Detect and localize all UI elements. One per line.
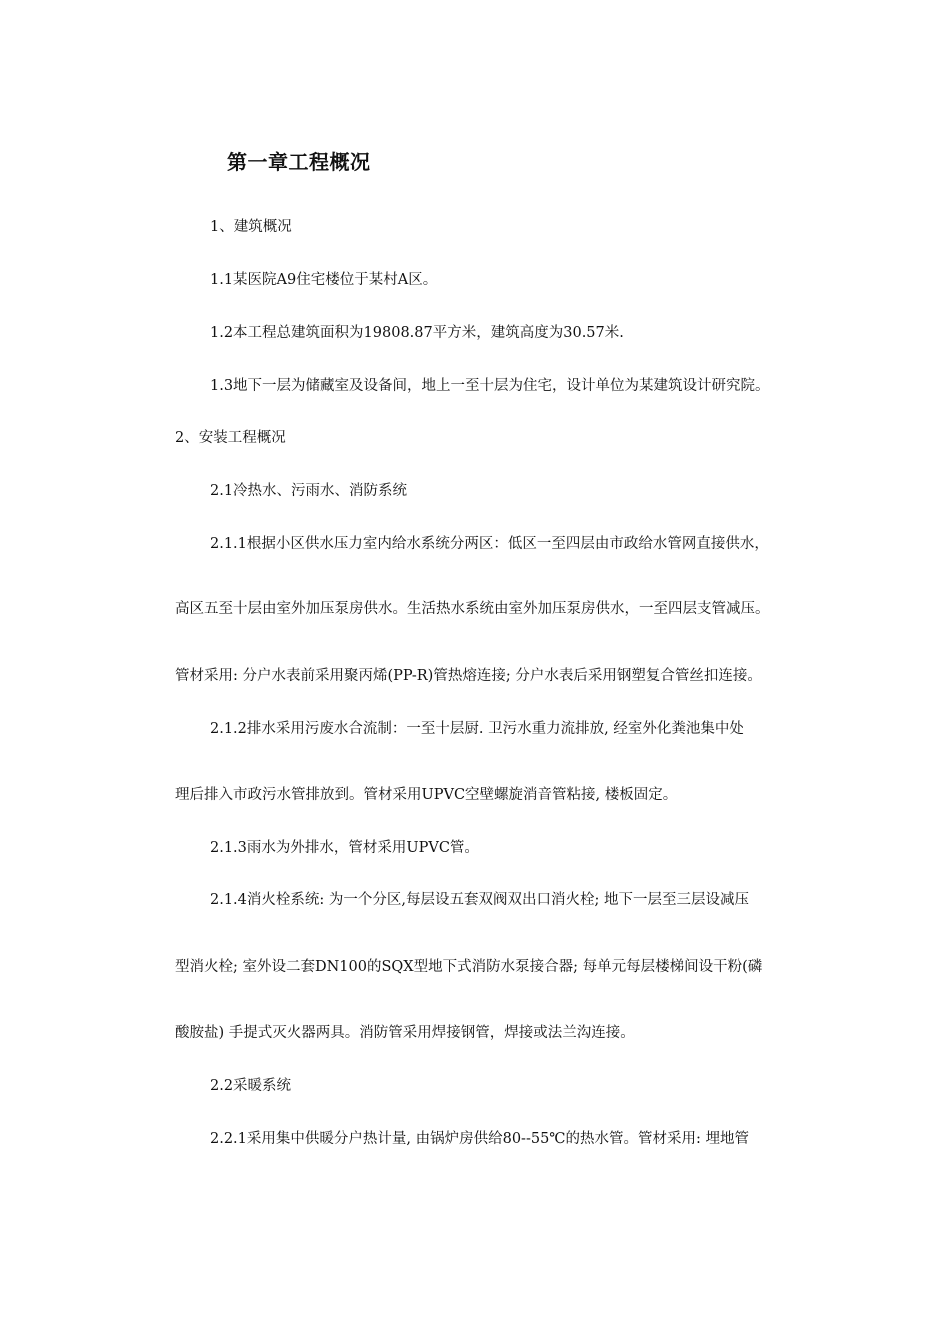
section-heading-installation: 2、安装工程概况 bbox=[175, 430, 286, 446]
paragraph-2-1-1-line1: 2.1.1根据小区供水压力室内给水系统分两区：低区一至四层由市政给水管网直接供水， bbox=[210, 536, 769, 552]
paragraph-1-3: 1.3地下一层为储藏室及设备间，地上一至十层为住宅，设计单位为某建筑设计研究院。 bbox=[210, 378, 770, 394]
paragraph-2-1-1-line2: 高区五至十层由室外加压泵房供水。生活热水系统由室外加压泵房供水，一至四层支管减压。 bbox=[175, 601, 770, 617]
paragraph-2-1-3: 2.1.3雨水为外排水，管材采用UPVC管。 bbox=[210, 840, 479, 856]
paragraph-2-1-1-line3: 管材采用: 分户水表前采用聚丙烯(PP-R)管热熔连接; 分户水表后采用钢塑复合管丝扣连接。 bbox=[175, 668, 762, 684]
paragraph-2-2-1-line1: 2.2.1采用集中供暖分户热计量, 由锅炉房供给80--55℃的热水管。管材采用: 埋地管 bbox=[210, 1131, 750, 1147]
paragraph-1-2: 1.2本工程总建筑面积为19808.87平方米，建筑高度为30.57米. bbox=[210, 325, 624, 341]
paragraph-2-1-2-line1: 2.1.2排水采用污废水合流制：一至十层厨. 卫污水重力流排放, 经室外化粪池集中处 bbox=[210, 721, 744, 737]
subsection-heading-2-2: 2.2采暖系统 bbox=[210, 1078, 292, 1094]
paragraph-2-1-4-line2: 型消火栓; 室外设二套DN100的SQX型地下式消防水泵接合器; 每单元每层楼梯间设干粉(磷 bbox=[175, 959, 763, 975]
paragraph-1-1: 1.1某医院A9住宅楼位于某村A区。 bbox=[210, 272, 438, 288]
subsection-heading-2-1: 2.1冷热水、污雨水、消防系统 bbox=[210, 483, 408, 499]
paragraph-2-1-4-line3: 酸胺盐) 手提式灭火器两具。消防管采用焊接钢管，焊接或法兰沟连接。 bbox=[175, 1025, 635, 1041]
paragraph-2-1-4-line1: 2.1.4消火栓系统: 为一个分区,每层设五套双阀双出口消火栓; 地下一层至三层设减压 bbox=[210, 892, 749, 908]
chapter-title: 第一章工程概况 bbox=[227, 150, 371, 174]
section-heading-building: 1、建筑概况 bbox=[210, 219, 292, 235]
paragraph-2-1-2-line2: 理后排入市政污水管排放到。管材采用UPVC空壁螺旋消音管粘接, 楼板固定。 bbox=[175, 787, 678, 803]
